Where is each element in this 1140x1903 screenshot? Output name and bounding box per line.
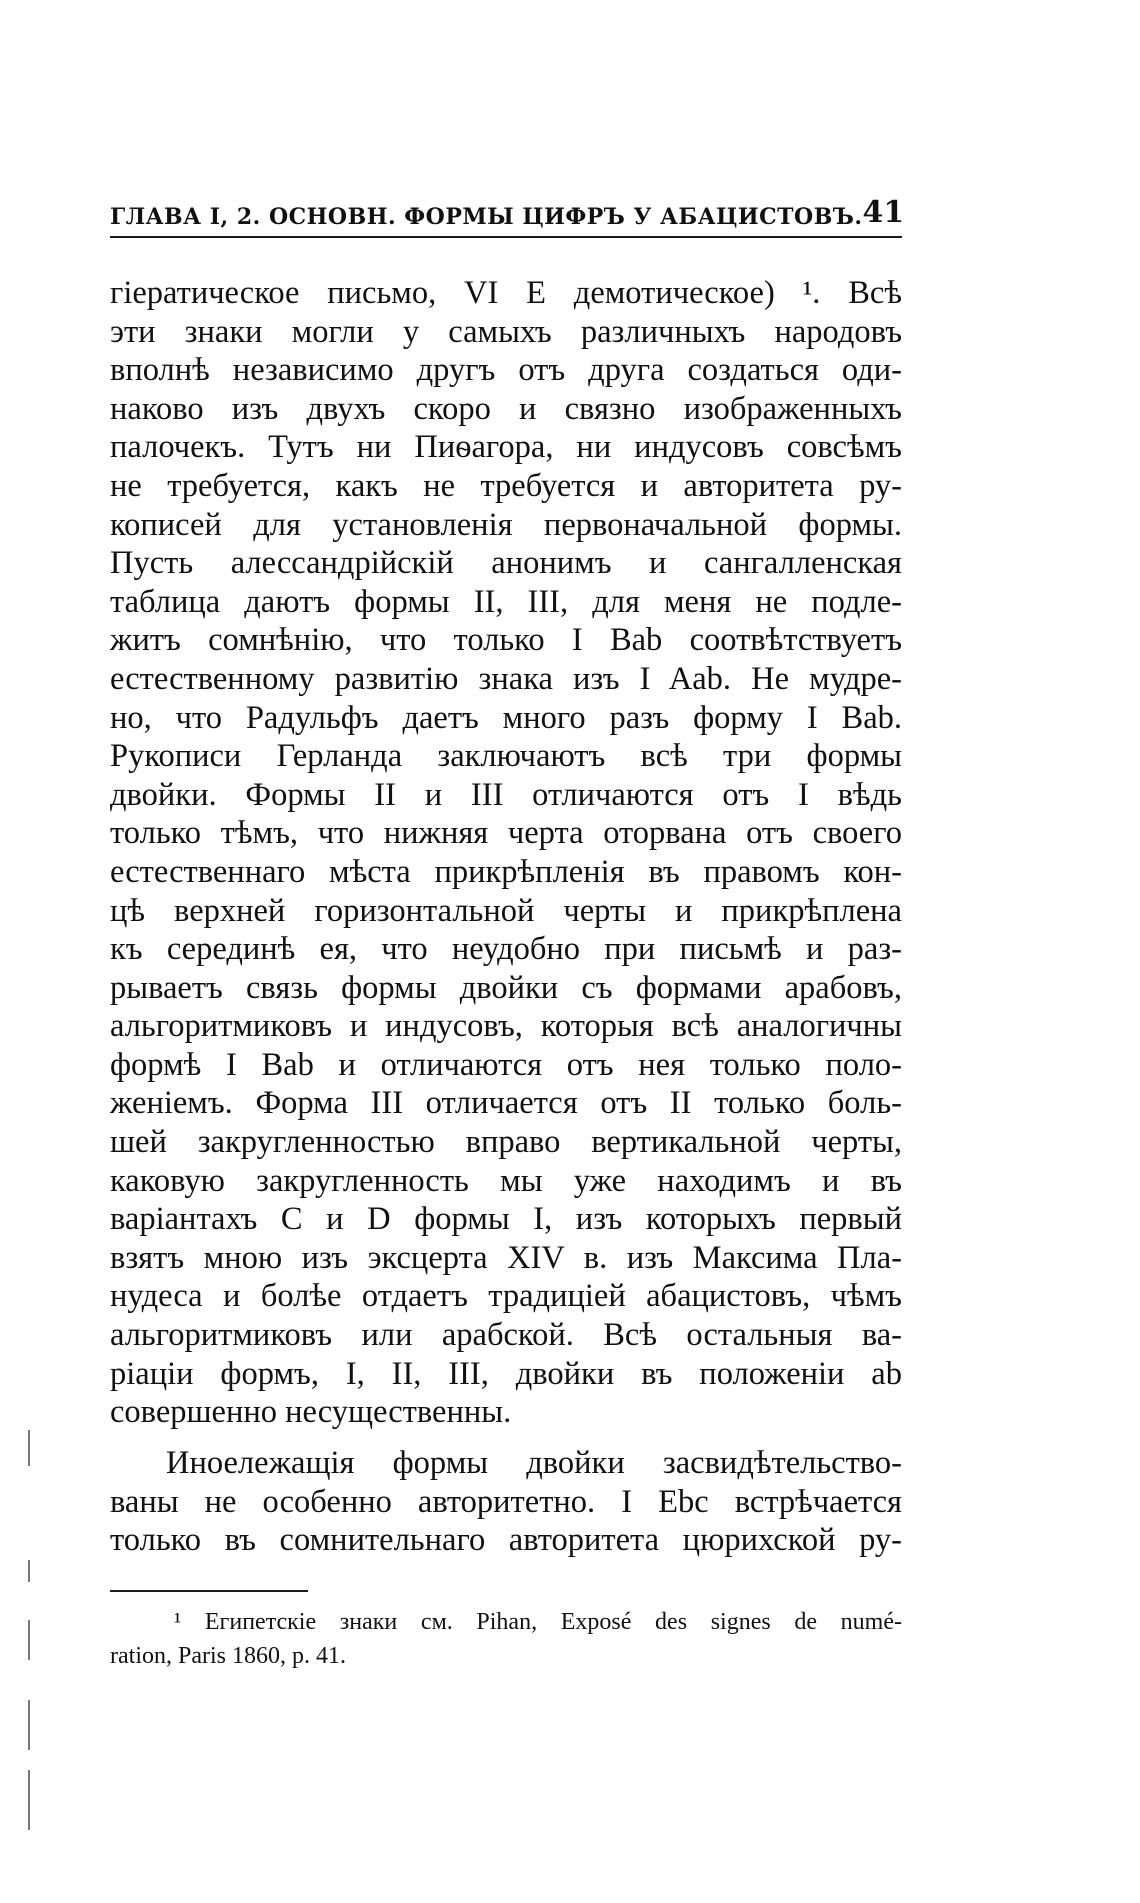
scan-artifact	[28, 1620, 30, 1660]
paragraph-2	[110, 1444, 902, 1560]
footnote-line: ration, Paris 1860, p. 41.	[110, 1643, 346, 1669]
text-line: житъ сомнѣнію, что только I Bab соотвѣтствуетъ	[110, 622, 902, 659]
text-line: таблица даютъ формы II, III, для меня не подле-	[110, 583, 902, 620]
footnote-line: ¹ Египетскіе знаки см. Pihan, Exposé des signes de numé-	[174, 1609, 902, 1635]
text-line: кописей для установленія первоначальной формы.	[110, 506, 902, 543]
text-line: альгоритмиковъ и индусовъ, которыя всѣ аналогичны	[110, 1008, 902, 1045]
text-line: наково изъ двухъ скоро и связно изображенныхъ	[110, 390, 902, 427]
text-line: нудеса и болѣе отдаетъ традиціей абацистовъ, чѣмъ	[110, 1278, 902, 1315]
text-line: двойки. Формы II и III отличаются отъ I вѣдь	[110, 776, 902, 813]
text-line: эти знаки могли у самыхъ различныхъ народовъ	[110, 313, 902, 350]
text-line: альгоритмиковъ или арабской. Всѣ остальныя ва-	[110, 1317, 902, 1354]
text-line: естественному развитію знака изъ I Aab. Не мудре-	[110, 660, 902, 697]
text-line: взятъ мною изъ эксцерта XIV в. изъ Максима Пла-	[110, 1239, 902, 1276]
text-line: къ серединѣ ея, что неудобно при письмѣ и раз-	[110, 931, 902, 968]
text-line: ріаціи формъ, I, II, III, двойки въ положеніи ab	[110, 1355, 902, 1392]
text-line: женіемъ. Форма III отличается отъ II только боль-	[110, 1085, 902, 1122]
page-number: 41	[862, 195, 905, 230]
text-line: только тѣмъ, что нижняя черта оторвана отъ своего	[110, 815, 902, 852]
text-line: рываетъ связь формы двойки съ формами арабовъ,	[110, 969, 902, 1006]
text-line: гіератическое письмо, VI E демотическое) ¹. Всѣ	[110, 275, 902, 311]
text-line: шей закругленностью вправо вертикальной черты,	[110, 1124, 902, 1161]
text-line: варіантахъ C и D формы I, изъ которыхъ первый	[110, 1201, 902, 1238]
text-line: цѣ верхней горизонтальной черты и прикрѣплена	[110, 892, 902, 929]
scan-artifact	[28, 1560, 30, 1582]
text-line: но, что Радульфъ даетъ много разъ форму I Bab.	[110, 699, 902, 736]
running-header	[110, 192, 905, 238]
text-line: Иноележащія формы двойки засвидѣтельство-	[166, 1445, 902, 1481]
text-line: естественнаго мѣста прикрѣпленія въ правомъ кон-	[110, 853, 902, 890]
scan-artifact	[28, 1430, 30, 1466]
scan-artifact	[28, 1700, 30, 1750]
footnote	[110, 1605, 902, 1673]
text-line: палочекъ. Тутъ ни Пиѳагора, ни индусовъ совсѣмъ	[110, 429, 902, 466]
text-line: совершенно несущественны.	[110, 1394, 512, 1431]
text-line: не требуется, какъ не требуется и авторитета ру-	[110, 467, 902, 504]
paragraph-1	[110, 274, 902, 1432]
text-line: только въ сомнительнаго авторитета цюрихской ру-	[110, 1522, 902, 1559]
text-line: каковую закругленность мы уже находимъ и въ	[110, 1162, 902, 1199]
text-line: формѣ I Bab и отличаются отъ нея только поло-	[110, 1046, 902, 1083]
text-line: вполнѣ независимо другъ отъ друга создаться оди-	[110, 352, 902, 389]
text-line: Рукописи Герланда заключаютъ всѣ три формы	[110, 738, 902, 775]
footnote-separator	[110, 1590, 308, 1592]
text-line: Пусть алессандрійскій анонимъ и сангалленская	[110, 545, 902, 582]
text-line: ваны не особенно авторитетно. I Ebc встрѣчается	[110, 1483, 902, 1520]
scan-artifact	[28, 1770, 30, 1830]
chapter-title: ГЛАВА I, 2. ОСНОВН. ФОРМЫ ЦИФРЪ У АБАЦИСТОВЪ.	[110, 204, 863, 230]
